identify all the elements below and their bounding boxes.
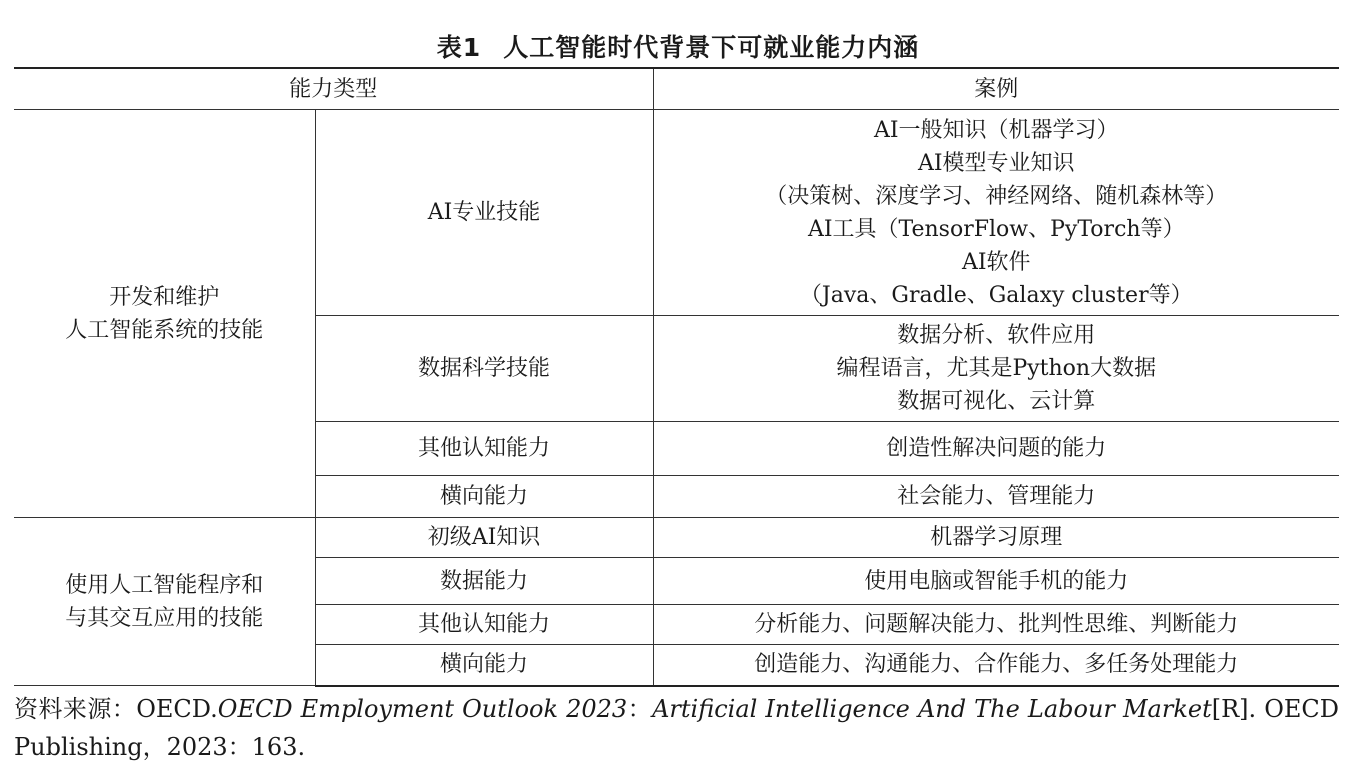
example-line: 创造性解决问题的能力 — [886, 436, 1107, 461]
table-row — [14, 110, 1339, 316]
subtype-cell: 横向能力 — [315, 645, 653, 686]
example-cell — [653, 476, 1339, 518]
category-line: 使用人工智能程序和 — [65, 572, 264, 598]
subtype-cell: 初级AI知识 — [315, 518, 653, 558]
category-cell — [14, 110, 315, 518]
example-cell — [653, 605, 1339, 645]
subtype-cell: 其他认知能力 — [315, 605, 653, 645]
example-line: 数据可视化、云计算 — [897, 389, 1096, 414]
example-line: （Java、Gradle、Galaxy cluster等） — [799, 282, 1193, 308]
table-number: 表1 — [436, 33, 482, 62]
table-title — [0, 28, 1356, 64]
table-row — [14, 518, 1339, 558]
example-line: 数据分析、软件应用 — [897, 323, 1096, 348]
subtype-cell: 数据能力 — [315, 558, 653, 605]
example-cell — [653, 316, 1339, 422]
category-line: 人工智能系统的技能 — [65, 317, 264, 343]
example-line: AI软件 — [961, 249, 1031, 275]
example-line: AI工具（TensorFlow、PyTorch等） — [807, 216, 1185, 242]
example-line: 社会能力、管理能力 — [897, 484, 1096, 509]
table-title-text: 人工智能时代背景下可就业能力内涵 — [503, 33, 920, 62]
header-capability-type: 能力类型 — [14, 68, 653, 110]
subtype-cell: 横向能力 — [315, 476, 653, 518]
category-line: 开发和维护 — [109, 284, 220, 310]
example-line: 使用电脑或智能手机的能力 — [864, 568, 1129, 594]
example-cell — [653, 110, 1339, 316]
subtype-cell: AI专业技能 — [315, 110, 653, 316]
source-prefix: 资料来源：OECD. — [14, 695, 218, 723]
example-line: 机器学习原理 — [930, 525, 1063, 550]
example-line: 编程语言，尤其是Python大数据 — [836, 356, 1157, 381]
example-line: AI模型专业知识 — [917, 150, 1075, 176]
example-line: 分析能力、问题解决能力、批判性思维、判断能力 — [754, 612, 1239, 637]
source-suffix: [R]. OECD Publishing，2023：163. — [14, 695, 1340, 761]
source-italic-title: OECD Employment Outlook 2023 — [217, 695, 628, 723]
header-example: 案例 — [653, 68, 1339, 110]
example-cell — [653, 645, 1339, 686]
capability-table — [14, 67, 1339, 687]
subtype-cell: 其他认知能力 — [315, 422, 653, 476]
example-cell — [653, 422, 1339, 476]
example-line: （决策树、深度学习、神经网络、随机森林等） — [765, 183, 1228, 209]
example-cell — [653, 558, 1339, 605]
category-cell — [14, 518, 315, 686]
source-colon: ： — [627, 695, 653, 723]
source-italic-subtitle: Artificial Intelligence And The Labour Market — [652, 695, 1212, 723]
category-line: 与其交互应用的技能 — [65, 605, 264, 631]
subtype-cell: 数据科学技能 — [315, 316, 653, 422]
example-line: AI一般知识（机器学习） — [873, 117, 1119, 143]
source-note — [14, 690, 1339, 766]
table-header-row — [14, 68, 1339, 110]
example-line: 创造能力、沟通能力、合作能力、多任务处理能力 — [754, 652, 1239, 678]
example-cell — [653, 518, 1339, 558]
